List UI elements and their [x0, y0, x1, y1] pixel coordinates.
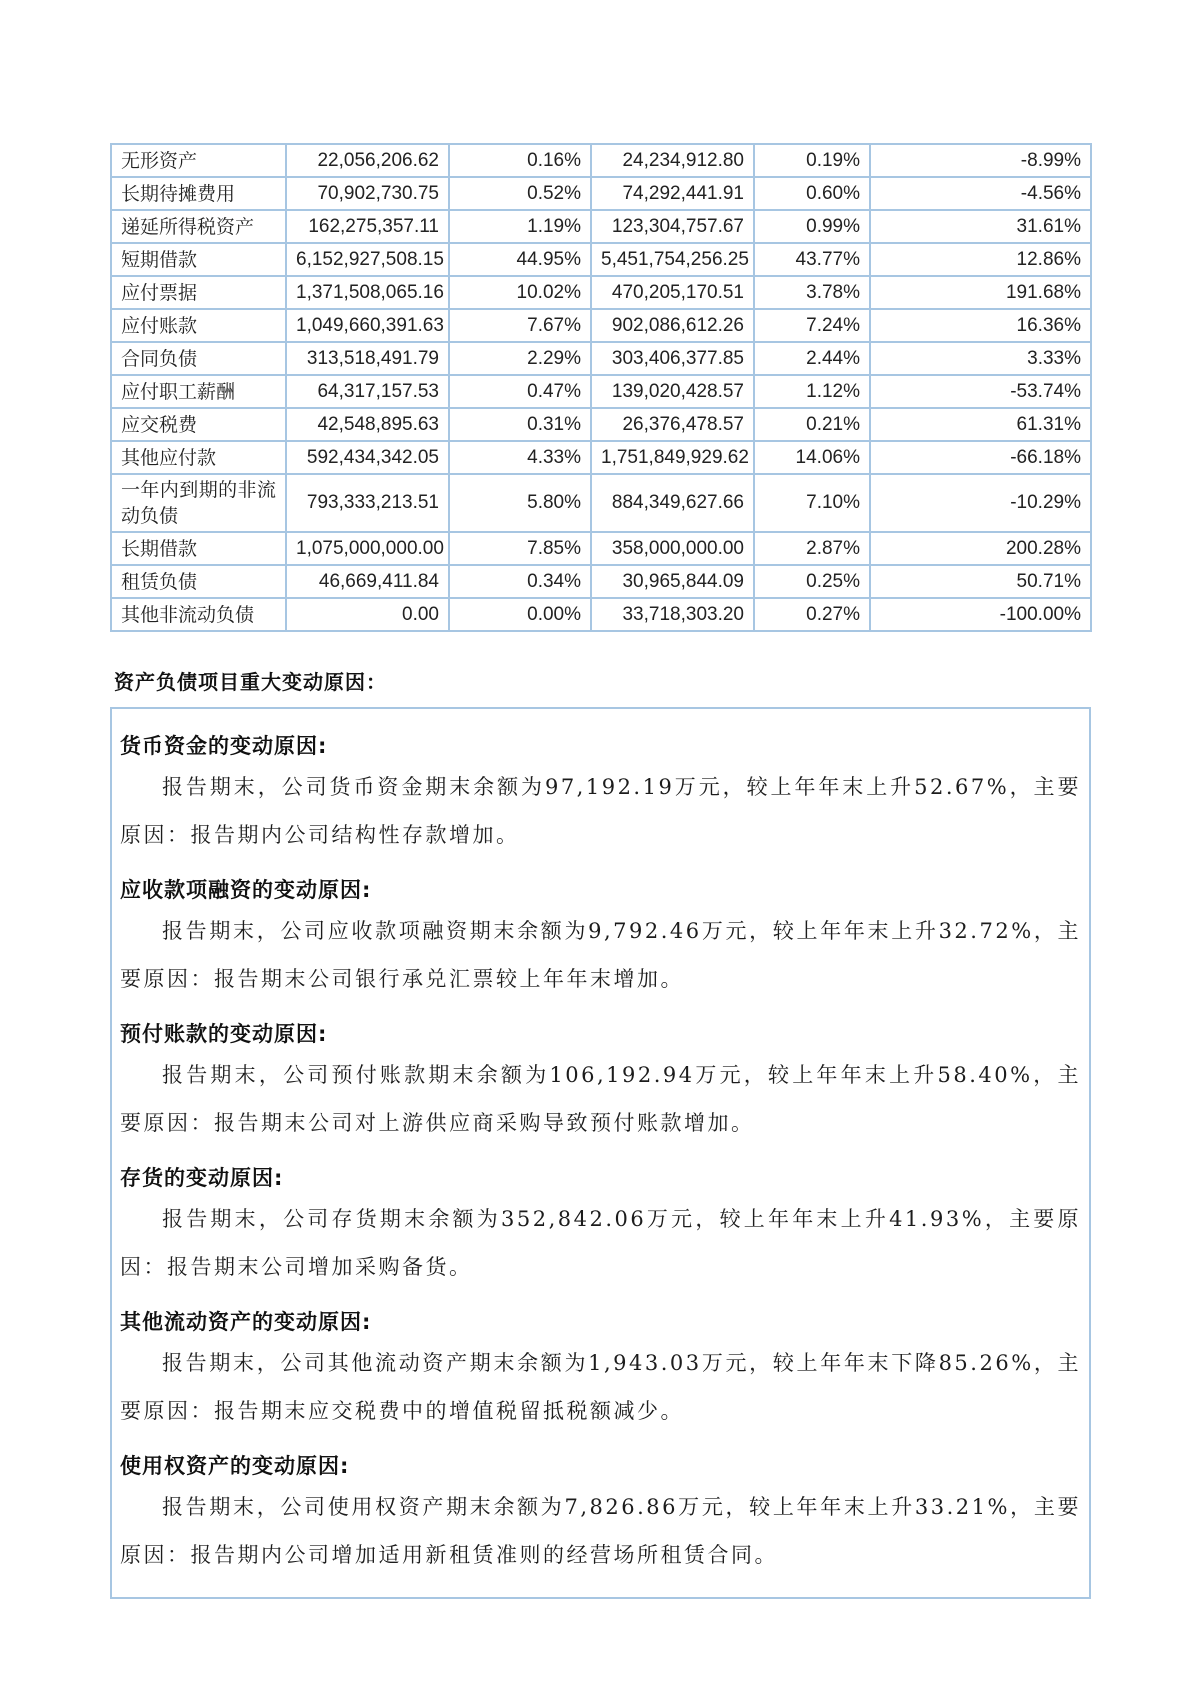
pct-of-assets-current-cell: 1.19%	[449, 210, 591, 243]
item-name-cell: 一年内到期的非流动负债	[111, 474, 286, 532]
change-reason-section	[120, 1451, 1081, 1579]
amount-prior-cell: 902,086,612.26	[591, 309, 754, 342]
pct-of-assets-prior-cell: 0.27%	[754, 598, 870, 631]
amount-prior-cell: 26,376,478.57	[591, 408, 754, 441]
change-pct-cell: 61.31%	[870, 408, 1091, 441]
pct-of-assets-prior-cell: 7.24%	[754, 309, 870, 342]
change-reason-title: 存货的变动原因:	[120, 1166, 284, 1190]
change-pct-cell: 12.86%	[870, 243, 1091, 276]
pct-of-assets-prior-cell: 0.99%	[754, 210, 870, 243]
amount-current-cell: 162,275,357.11	[286, 210, 449, 243]
amount-current-cell: 592,434,342.05	[286, 441, 449, 474]
amount-current-cell: 64,317,157.53	[286, 375, 449, 408]
change-reasons-box	[110, 707, 1091, 1599]
amount-current-cell: 1,371,508,065.16	[286, 276, 449, 309]
pct-of-assets-current-cell: 2.29%	[449, 342, 591, 375]
table-row	[111, 243, 1091, 276]
pct-of-assets-prior-cell: 3.78%	[754, 276, 870, 309]
pct-of-assets-current-cell: 4.33%	[449, 441, 591, 474]
change-reason-section	[120, 731, 1081, 859]
item-name-cell: 其他非流动负债	[111, 598, 286, 631]
amount-current-cell: 0.00	[286, 598, 449, 631]
amount-current-cell: 42,548,895.63	[286, 408, 449, 441]
item-name-cell: 递延所得税资产	[111, 210, 286, 243]
pct-of-assets-prior-cell: 43.77%	[754, 243, 870, 276]
pct-of-assets-prior-cell: 0.60%	[754, 177, 870, 210]
change-reason-title: 预付账款的变动原因:	[120, 1022, 328, 1046]
table-row	[111, 309, 1091, 342]
item-name-cell: 长期待摊费用	[111, 177, 286, 210]
amount-prior-cell: 5,451,754,256.25	[591, 243, 754, 276]
change-reason-section	[120, 1163, 1081, 1291]
pct-of-assets-current-cell: 0.47%	[449, 375, 591, 408]
table-row	[111, 210, 1091, 243]
amount-prior-cell: 303,406,377.85	[591, 342, 754, 375]
amount-current-cell: 1,049,660,391.63	[286, 309, 449, 342]
pct-of-assets-current-cell: 0.52%	[449, 177, 591, 210]
table-row	[111, 565, 1091, 598]
pct-of-assets-current-cell: 7.85%	[449, 532, 591, 565]
change-pct-cell: -4.56%	[870, 177, 1091, 210]
amount-current-cell: 313,518,491.79	[286, 342, 449, 375]
item-name-cell: 租赁负债	[111, 565, 286, 598]
table-row	[111, 532, 1091, 565]
major-changes-heading: 资产负债项目重大变动原因：	[114, 670, 387, 694]
change-reason-body: 报告期末，公司其他流动资产期末余额为1,943.03万元，较上年年末下降85.26%，主要原因：报告期末应交税费中的增值税留抵税额减少。	[120, 1351, 1081, 1423]
amount-prior-cell: 358,000,000.00	[591, 532, 754, 565]
pct-of-assets-prior-cell: 0.25%	[754, 565, 870, 598]
table-row	[111, 177, 1091, 210]
change-pct-cell: -53.74%	[870, 375, 1091, 408]
change-pct-cell: 50.71%	[870, 565, 1091, 598]
table-row	[111, 474, 1091, 532]
pct-of-assets-prior-cell: 0.19%	[754, 144, 870, 177]
change-reason-body: 报告期末，公司预付账款期末余额为106,192.94万元，较上年年末上升58.40%，主要原因：报告期末公司对上游供应商采购导致预付账款增加。	[120, 1063, 1081, 1135]
change-reason-body: 报告期末，公司使用权资产期末余额为7,826.86万元，较上年年末上升33.21%，主要原因：报告期内公司增加适用新租赁准则的经营场所租赁合同。	[120, 1495, 1081, 1567]
item-name-cell: 长期借款	[111, 532, 286, 565]
amount-current-cell: 22,056,206.62	[286, 144, 449, 177]
pct-of-assets-current-cell: 7.67%	[449, 309, 591, 342]
change-reason-section	[120, 875, 1081, 1003]
change-pct-cell: 16.36%	[870, 309, 1091, 342]
change-reason-title: 应收款项融资的变动原因:	[120, 878, 372, 902]
item-name-cell: 短期借款	[111, 243, 286, 276]
pct-of-assets-prior-cell: 2.87%	[754, 532, 870, 565]
amount-prior-cell: 139,020,428.57	[591, 375, 754, 408]
item-name-cell: 应付账款	[111, 309, 286, 342]
pct-of-assets-current-cell: 10.02%	[449, 276, 591, 309]
table-row	[111, 408, 1091, 441]
table-row	[111, 441, 1091, 474]
item-name-cell: 无形资产	[111, 144, 286, 177]
amount-prior-cell: 33,718,303.20	[591, 598, 754, 631]
pct-of-assets-prior-cell: 7.10%	[754, 474, 870, 532]
amount-prior-cell: 30,965,844.09	[591, 565, 754, 598]
change-reason-title: 其他流动资产的变动原因:	[120, 1310, 372, 1334]
amount-current-cell: 70,902,730.75	[286, 177, 449, 210]
pct-of-assets-current-cell: 5.80%	[449, 474, 591, 532]
amount-current-cell: 793,333,213.51	[286, 474, 449, 532]
change-pct-cell: -66.18%	[870, 441, 1091, 474]
change-pct-cell: -100.00%	[870, 598, 1091, 631]
change-pct-cell: -10.29%	[870, 474, 1091, 532]
change-reason-body: 报告期末，公司存货期末余额为352,842.06万元，较上年年末上升41.93%，主要原因：报告期末公司增加采购备货。	[120, 1207, 1081, 1279]
pct-of-assets-prior-cell: 2.44%	[754, 342, 870, 375]
amount-prior-cell: 74,292,441.91	[591, 177, 754, 210]
amount-prior-cell: 470,205,170.51	[591, 276, 754, 309]
change-reason-body: 报告期末，公司应收款项融资期末余额为9,792.46万元，较上年年末上升32.72%，主要原因：报告期末公司银行承兑汇票较上年年末增加。	[120, 919, 1081, 991]
table-row	[111, 375, 1091, 408]
pct-of-assets-current-cell: 0.34%	[449, 565, 591, 598]
item-name-cell: 应交税费	[111, 408, 286, 441]
amount-prior-cell: 884,349,627.66	[591, 474, 754, 532]
table-row	[111, 144, 1091, 177]
change-pct-cell: 31.61%	[870, 210, 1091, 243]
amount-prior-cell: 123,304,757.67	[591, 210, 754, 243]
change-reason-section	[120, 1307, 1081, 1435]
pct-of-assets-prior-cell: 14.06%	[754, 441, 870, 474]
change-pct-cell: -8.99%	[870, 144, 1091, 177]
change-reason-title: 使用权资产的变动原因:	[120, 1454, 350, 1478]
page-content	[110, 143, 1090, 1599]
table-row	[111, 276, 1091, 309]
amount-current-cell: 6,152,927,508.15	[286, 243, 449, 276]
change-reason-section	[120, 1019, 1081, 1147]
table-row	[111, 598, 1091, 631]
item-name-cell: 合同负债	[111, 342, 286, 375]
amount-current-cell: 1,075,000,000.00	[286, 532, 449, 565]
pct-of-assets-current-cell: 0.16%	[449, 144, 591, 177]
item-name-cell: 应付票据	[111, 276, 286, 309]
balance-sheet-items-table	[110, 143, 1092, 632]
change-reason-title: 货币资金的变动原因:	[120, 734, 328, 758]
change-pct-cell: 191.68%	[870, 276, 1091, 309]
pct-of-assets-prior-cell: 0.21%	[754, 408, 870, 441]
pct-of-assets-current-cell: 0.00%	[449, 598, 591, 631]
item-name-cell: 应付职工薪酬	[111, 375, 286, 408]
change-reason-body: 报告期末，公司货币资金期末余额为97,192.19万元，较上年年末上升52.67%，主要原因：报告期内公司结构性存款增加。	[120, 775, 1081, 847]
pct-of-assets-current-cell: 0.31%	[449, 408, 591, 441]
amount-current-cell: 46,669,411.84	[286, 565, 449, 598]
table-row	[111, 342, 1091, 375]
change-pct-cell: 200.28%	[870, 532, 1091, 565]
pct-of-assets-prior-cell: 1.12%	[754, 375, 870, 408]
pct-of-assets-current-cell: 44.95%	[449, 243, 591, 276]
item-name-cell: 其他应付款	[111, 441, 286, 474]
change-pct-cell: 3.33%	[870, 342, 1091, 375]
amount-prior-cell: 24,234,912.80	[591, 144, 754, 177]
amount-prior-cell: 1,751,849,929.62	[591, 441, 754, 474]
